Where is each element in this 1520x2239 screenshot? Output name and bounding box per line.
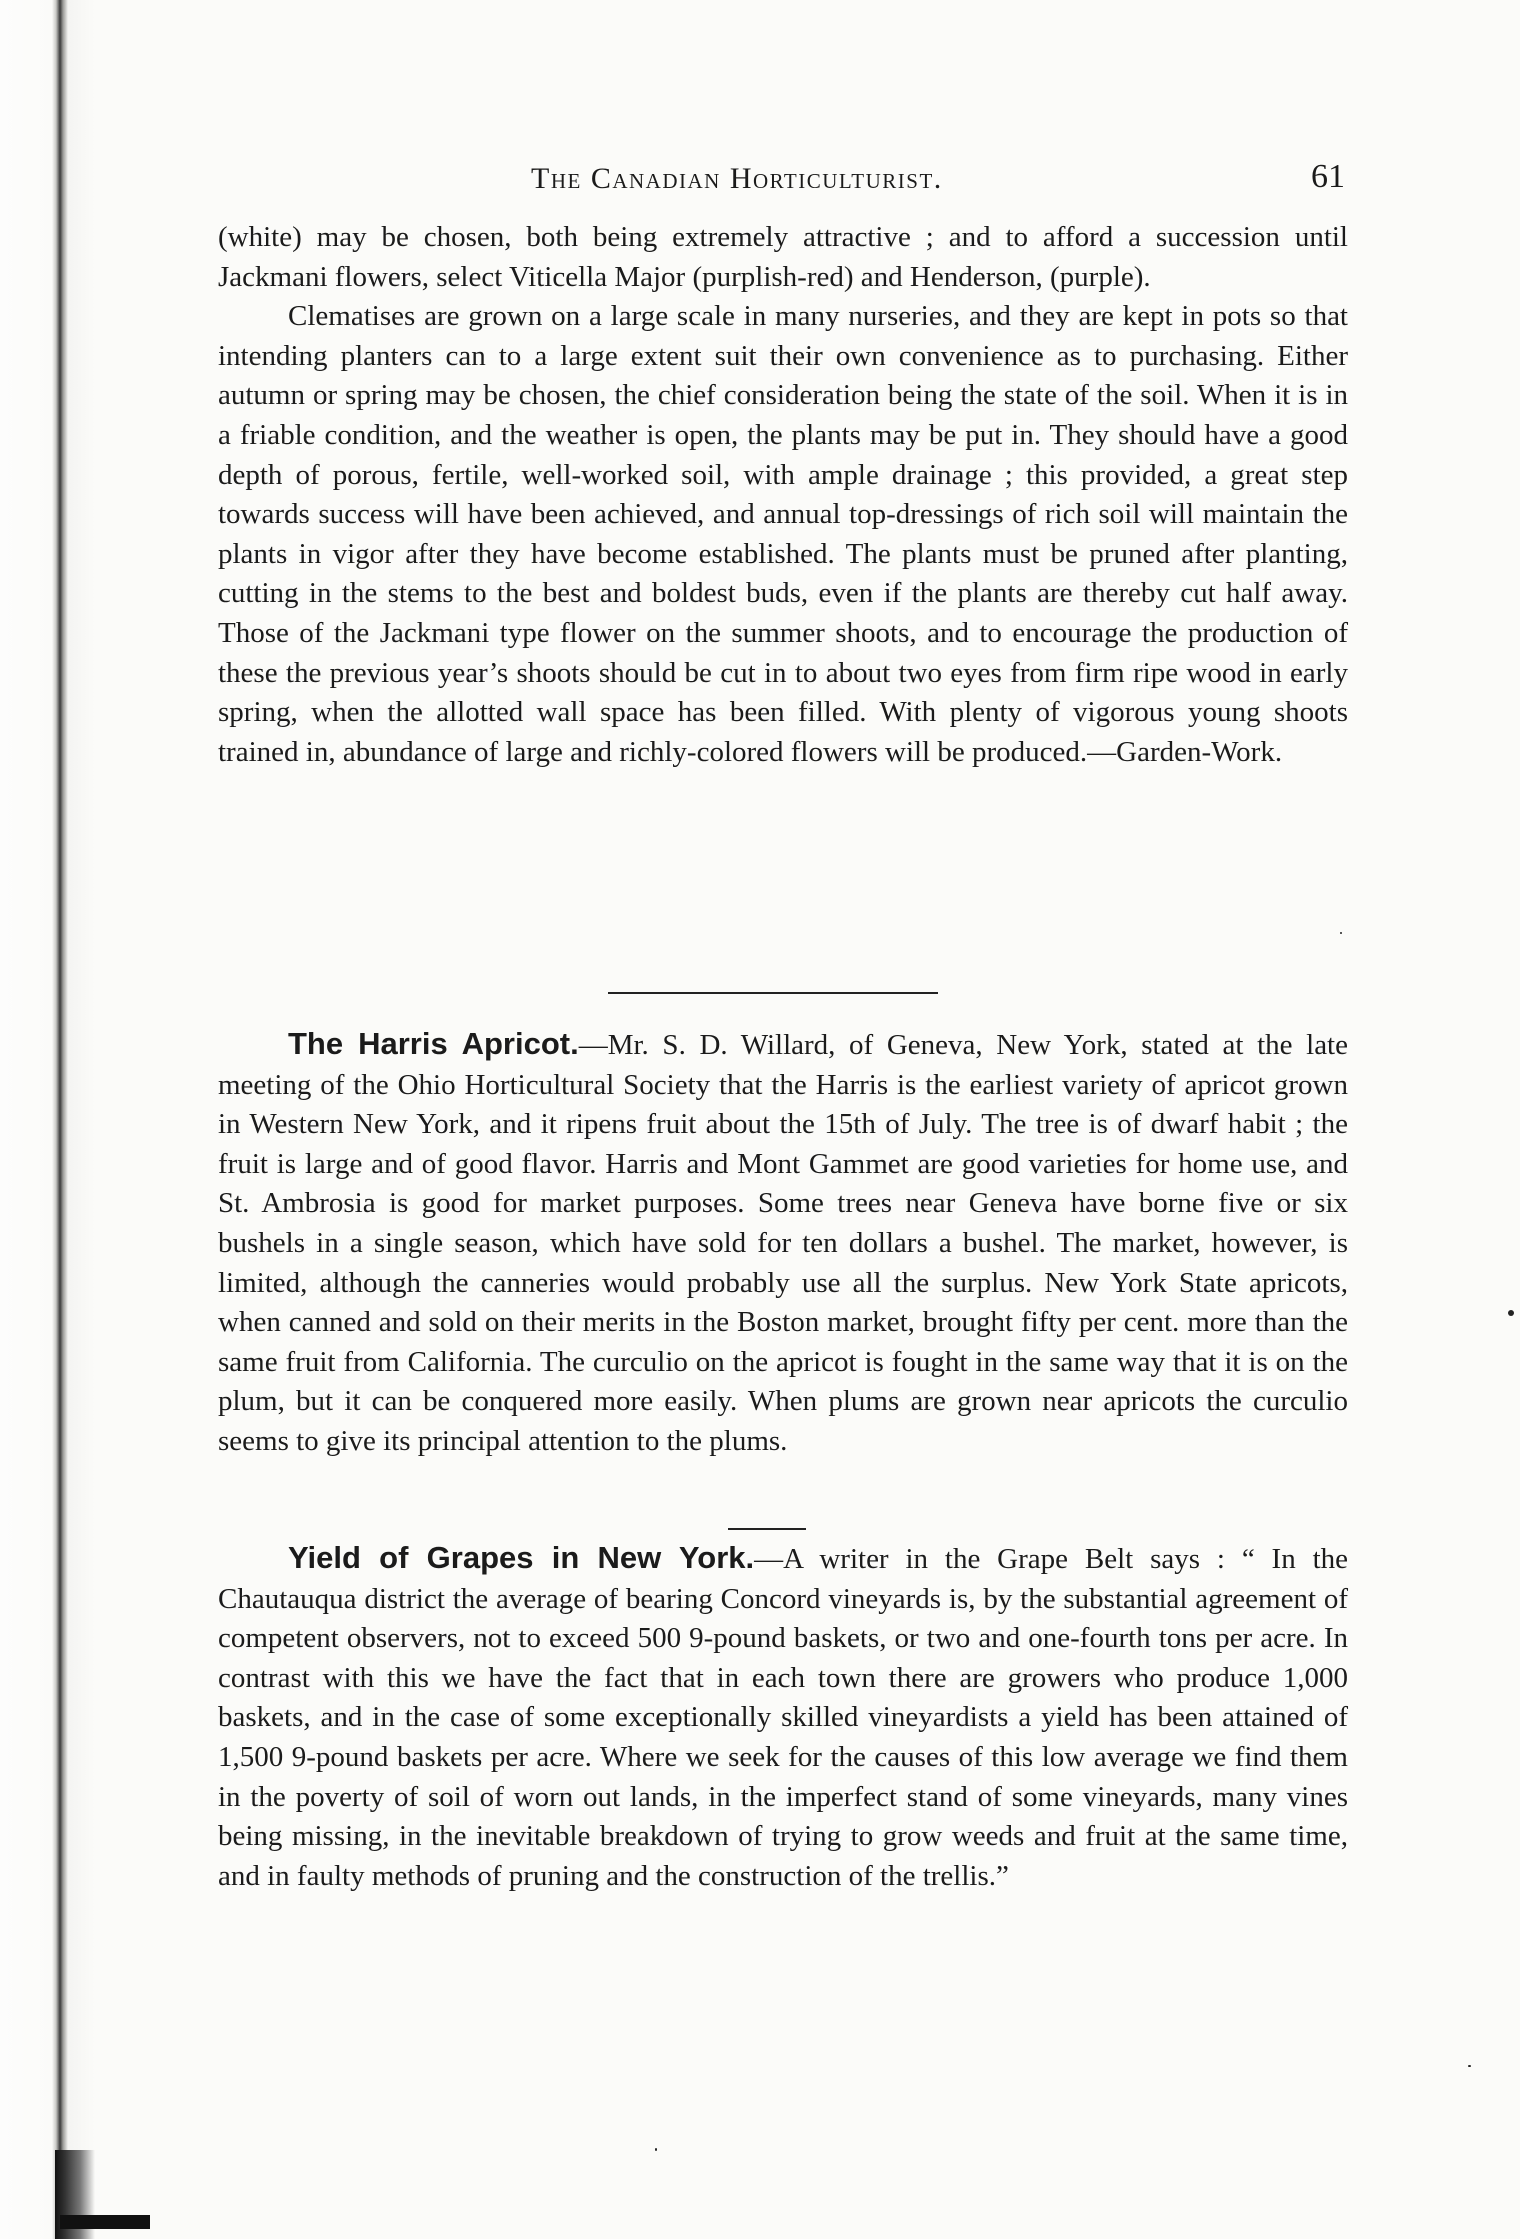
running-title: The Canadian Horticulturist. (531, 162, 943, 195)
margin-speck (1508, 1310, 1514, 1316)
clematis-paragraph-1: (white) may be chosen, both being extremely attractive ; and to afford a succession until Jackmani flowers, select Viticella Major (purplish-red) and Henderson, (purple). (218, 221, 1348, 293)
margin-speck (655, 2148, 657, 2151)
harris-apricot-article (218, 1024, 1348, 1462)
margin-speck (1468, 2065, 1471, 2067)
spine-foot-mark (60, 2215, 150, 2229)
grapes-article (218, 1538, 1348, 1896)
clematis-paragraph-2: Clematises are grown on a large scale in many nurseries, and they are kept in pots so that intending planters can to a large extent suit their own convenience as to purchasing. Either autumn or spring may be chosen, the chief consideration being the state of the soil. When it is in a friable condition, and the weather is open, the plants may be put in. They should have a good depth of porous, fertile, well-worked soil, with ample drainage ; this provided, a great step towards success will have been achieved, and annual top-dressings of rich soil will maintain the plants in vigor after they have become established. The plants must be pruned after planting, cutting in the stems to the best and boldest buds, even if the plants are thereby cut half away. Those of the Jackmani type flower on the summer shoots, and to encourage the production of these the previous year’s shoots should be cut in to about two eyes from firm ripe wood in early spring, when the allotted wall space has been filled. With plenty of vigorous young shoots trained in, abundance of large and richly-colored flowers will be produced.—Garden-Work. (218, 300, 1348, 768)
grapes-body: —A writer in the Grape Belt says : “ In the Chautauqua district the average of bearing Concord vineyards is, by the substantial agreement of competent observers, not to exceed 500 9-pound baskets, or two and one-fourth tons per acre. In contrast with this we have the fact that in each town there are growers who produce 1,000 baskets, and in the case of some exceptionally skilled vineyardists a yield has been attained of 1,500 9-pound baskets per acre. Where we seek for the causes of this low average we find them in the poverty of soil of worn out lands, in the imperfect stand of some vineyards, many vines being missing, in the inevitable breakdown of trying to grow weeds and fruit at the same time, and in faulty methods of pruning and the construction of the trellis.” (218, 1543, 1349, 1892)
page-number: 61 (1311, 158, 1345, 195)
grapes-heading: Yield of Grapes in New York. (288, 1540, 755, 1575)
clematis-article (218, 218, 1348, 772)
harris-apricot-body: —Mr. S. D. Willard, of Geneva, New York, stated at the late meeting of the Ohio Horticultural Society that the Harris is the earliest variety of apricot grown in Western New York, and it ripens fruit about the 15th of July. The tree is of dwarf habit ; the fruit is large and of good flavor. Harris and Mont Gammet are good varieties for home use, and St. Ambrosia is good for market purposes. Some trees near Geneva have borne five or six bushels in a single season, which have sold for ten dollars a bushel. The market, however, is limited, although the canneries would probably use all the surplus. New York State apricots, when canned and sold on their merits in the Boston market, brought fifty per cent. more than the same fruit from California. The curculio on the apricot is fought in the same way that it is on the plum, but it can be conquered more easily. When plums are grown near apricots the curculio seems to give its principal attention to the plums. (218, 1029, 1348, 1457)
short-divider (728, 1528, 806, 1530)
book-spine-shadow (0, 0, 95, 2239)
section-divider (608, 992, 938, 994)
margin-speck (1340, 932, 1342, 934)
page-header (215, 152, 1345, 202)
harris-apricot-heading: The Harris Apricot. (288, 1026, 579, 1061)
